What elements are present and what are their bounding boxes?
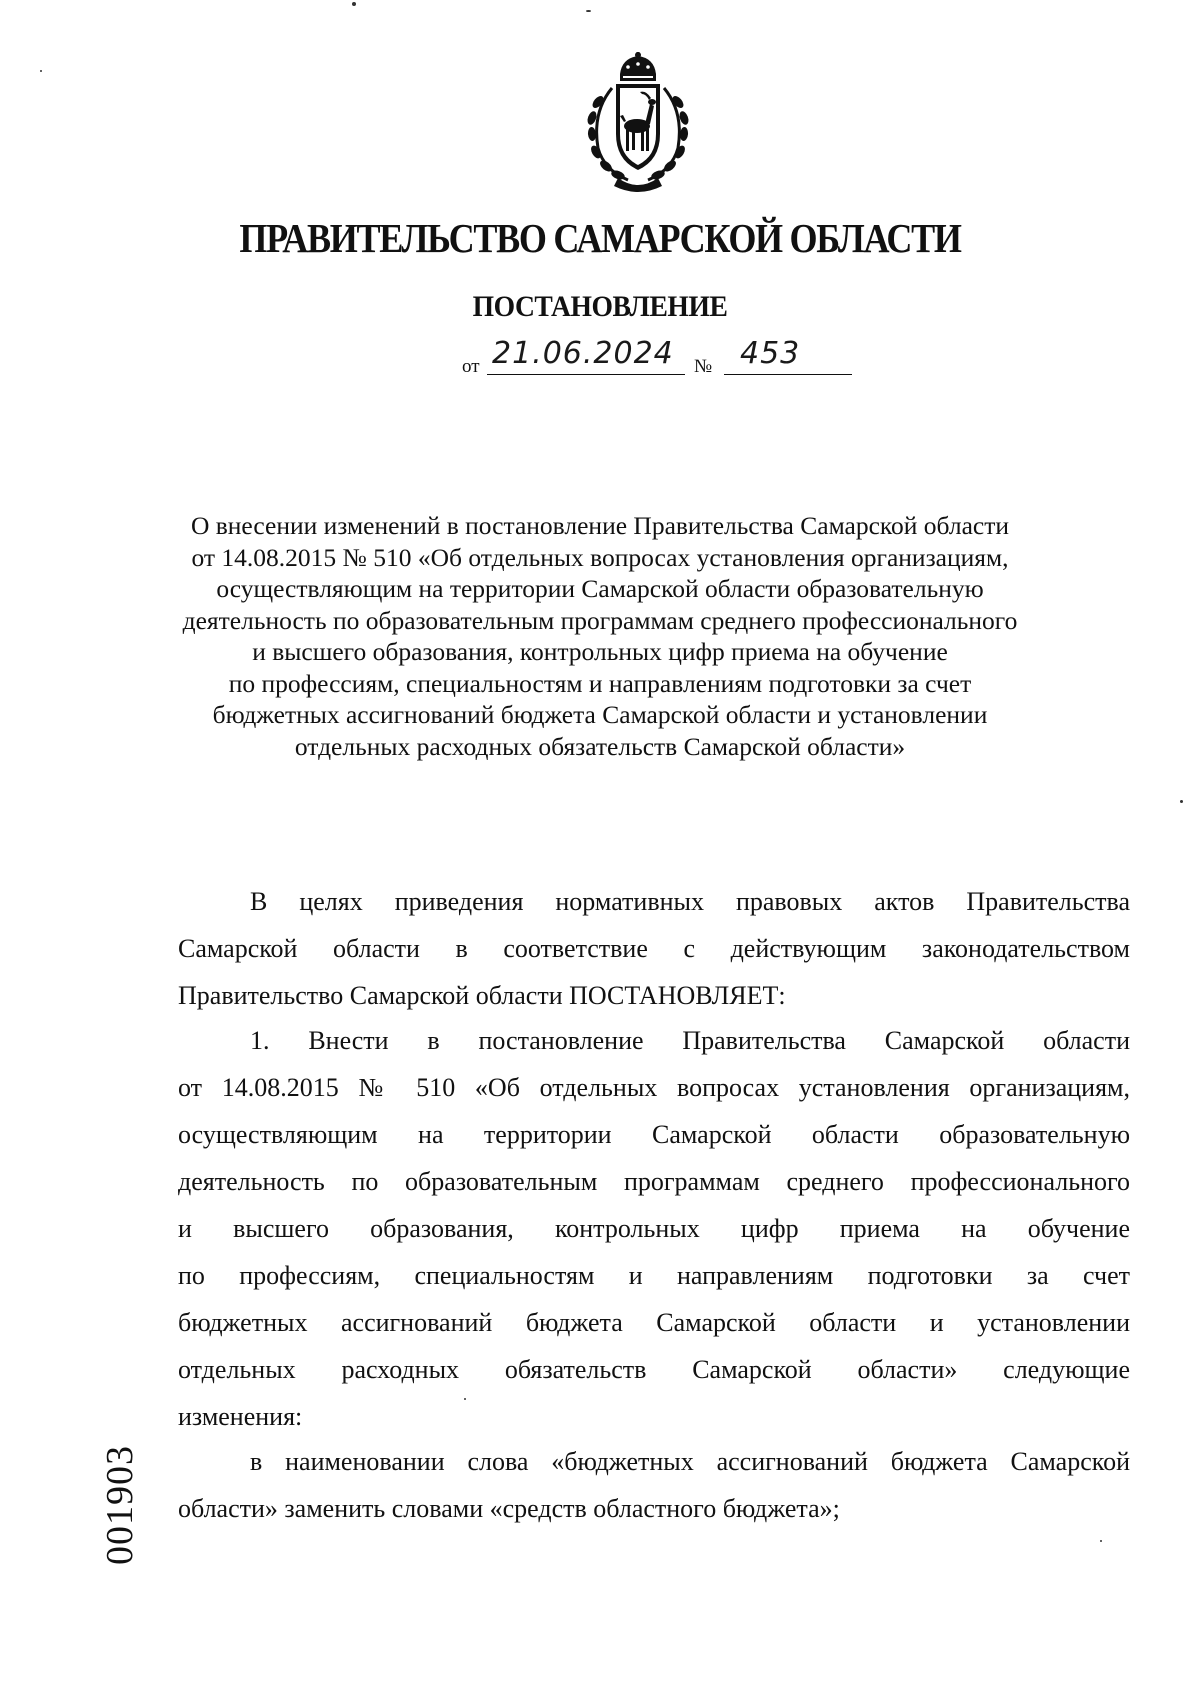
item-1-paragraph bbox=[178, 1017, 1130, 1440]
body-line: в наименовании слова «бюджетных ассигнований бюджета Самарской bbox=[250, 1447, 1130, 1476]
scan-speck bbox=[586, 10, 591, 12]
body-line: осуществляющим на территории Самарской области образовательную bbox=[178, 1120, 1130, 1149]
organization-title: ПРАВИТЕЛЬСТВО САМАРСКОЙ ОБЛАСТИ bbox=[239, 215, 961, 261]
subject-line: бюджетных ассигнований бюджета Самарской области и установлении bbox=[212, 700, 988, 729]
subject-line: деятельность по образовательным программам среднего профессионального bbox=[182, 605, 1018, 635]
body-line: В целях приведения нормативных правовых актов Правительства bbox=[250, 887, 1130, 916]
subject-line: и высшего образования, контрольных цифр приема на обучение bbox=[252, 637, 948, 666]
date-underline bbox=[487, 374, 685, 375]
date-value: 21.06.2024 bbox=[492, 336, 674, 371]
document-subject bbox=[100, 510, 1100, 762]
body-line: области» заменить словами «средств областного бюджета»; bbox=[178, 1494, 840, 1523]
subject-line: О внесении изменений в постановление Правительства Самарской области bbox=[190, 511, 1010, 540]
item-1-sub-paragraph bbox=[178, 1438, 1130, 1532]
body-line: Самарской области в соответствие с действующим законодательством bbox=[178, 934, 1130, 963]
scan-speck bbox=[1180, 800, 1183, 803]
subject-line: осуществляющим на территории Самарской области образовательную bbox=[216, 574, 984, 603]
scan-speck bbox=[464, 1398, 466, 1400]
body-line: по профессиям, специальностям и направлениям подготовки за счет bbox=[178, 1261, 1130, 1290]
document-type-heading: ПОСТАНОВЛЕНИЕ bbox=[472, 290, 728, 323]
subject-line: отдельных расходных обязательств Самарской области» bbox=[294, 731, 906, 761]
date-label: от bbox=[462, 356, 480, 377]
number-underline bbox=[724, 374, 852, 375]
subject-line: от 14.08.2015 № 510 «Об отдельных вопросах установления организациям, bbox=[191, 542, 1009, 572]
body-line: изменения: bbox=[178, 1402, 303, 1431]
preamble-paragraph bbox=[178, 878, 1130, 1019]
body-line: Правительство Самарской области ПОСТАНОВЛЯЕТ: bbox=[178, 981, 786, 1010]
body-line: отдельных расходных обязательств Самарской области» следующие bbox=[178, 1355, 1130, 1384]
body-line: бюджетных ассигнований бюджета Самарской области и установлении bbox=[178, 1308, 1130, 1337]
samara-coat-of-arms-icon bbox=[582, 52, 694, 192]
margin-serial-stamp: 001903 bbox=[99, 1445, 141, 1565]
subject-line: по профессиям, специальностям и направлениям подготовки за счет bbox=[228, 668, 972, 698]
number-value: 453 bbox=[740, 336, 801, 371]
number-label: № bbox=[694, 356, 713, 377]
scan-speck bbox=[1100, 1540, 1102, 1542]
scan-speck bbox=[40, 70, 42, 72]
body-line: 1. Внести в постановление Правительства Самарской области bbox=[250, 1026, 1130, 1055]
body-line: от 14.08.2015 № 510 «Об отдельных вопросах установления организациям, bbox=[178, 1073, 1130, 1102]
body-line: деятельность по образовательным программам среднего профессионального bbox=[178, 1167, 1130, 1196]
body-line: и высшего образования, контрольных цифр приема на обучение bbox=[178, 1214, 1130, 1243]
date-number-line bbox=[462, 336, 852, 378]
scan-speck bbox=[352, 2, 356, 6]
